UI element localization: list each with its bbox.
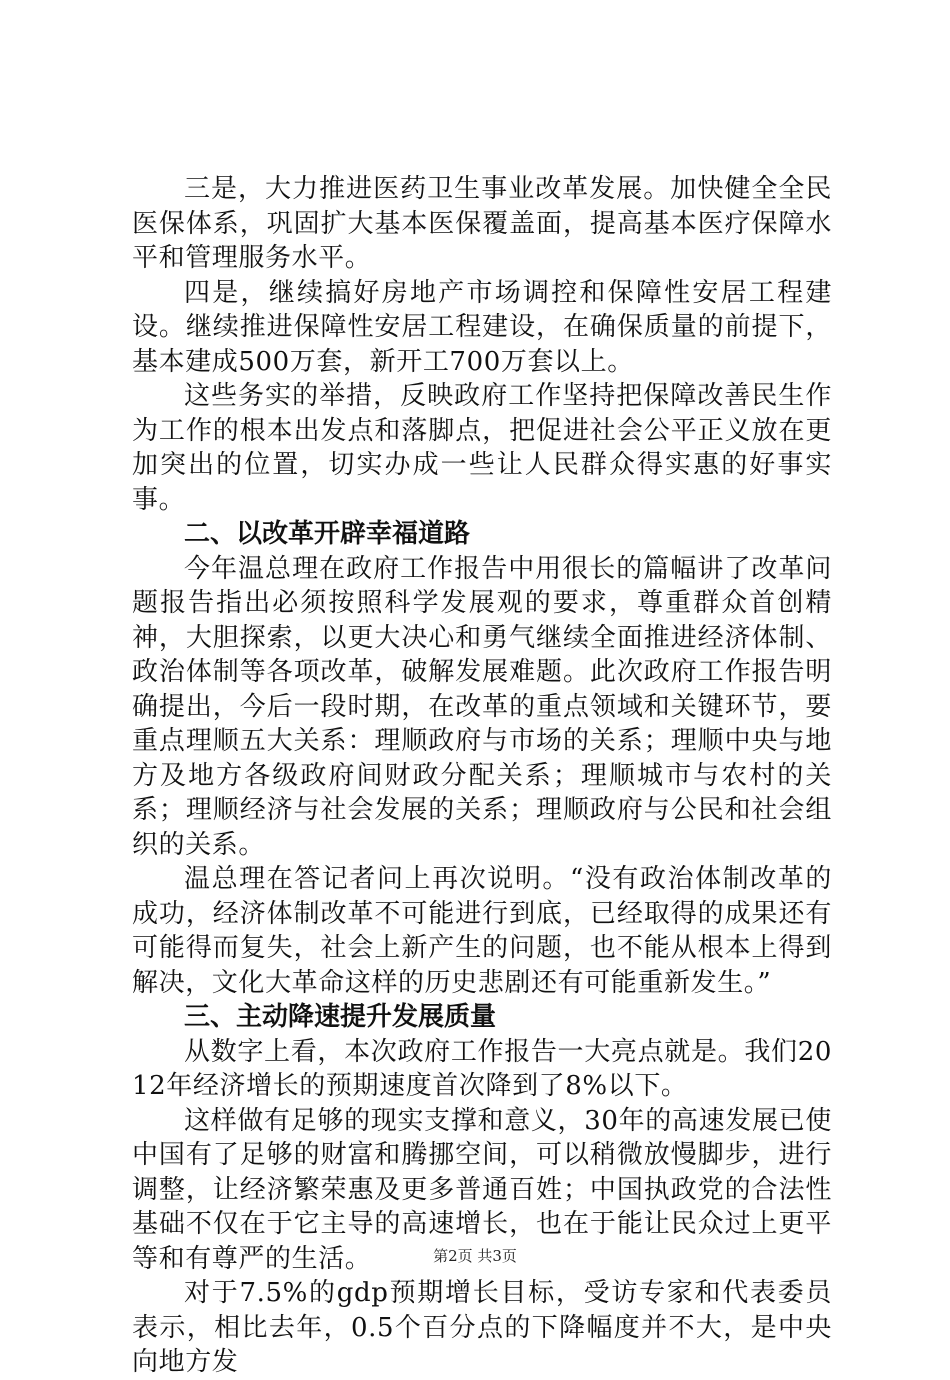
paragraph-gdp-target: 对于7.5%的gdp预期增长目标，受访专家和代表委员表示，相比去年，0.5个百分点的下降幅度并不大，是中央向地方发 — [132, 1278, 832, 1377]
paragraph-livelihood-summary: 这些务实的举措，反映政府工作坚持把保障改善民生作为工作的根本出发点和落脚点，把促进社会公平正义放在更加突出的位置，切实办成一些让人民群众得实惠的好事实事。 — [132, 381, 832, 515]
paragraph-growth-target: 从数字上看，本次政府工作报告一大亮点就是。我们2012年经济增长的预期速度首次降到了8%以下。 — [132, 1036, 832, 1101]
page-footer: 第2页 共3页 — [433, 1247, 517, 1265]
paragraph-reform-report: 今年温总理在政府工作报告中用很长的篇幅讲了改革问题报告指出必须按照科学发展观的要求，尊重群众首创精神，大胆探索，以更大决心和勇气继续全面推进经济体制、政治体制等各项改革，破解发展难题。此次政府工作报告明确提出，今后一段时期，在改革的重点领域和关键环节，要重点理顺五大关系：理顺政府与市场的关系；理顺中央与地方及地方各级政府间财政分配关系；理顺城市与农村的关系；理顺经济与社会发展的关系；理顺政府与公民和社会组织的关系。 — [132, 553, 832, 860]
paragraph-press-conference: 温总理在答记者问上再次说明。“没有政治体制改革的成功，经济体制改革不可能进行到底，已经取得的成果还有可能得而复失，社会上新产生的问题，也不能从根本上得到解决，文化大革命这样的历史悲剧还有可能重新发生。” — [132, 864, 832, 998]
paragraph-slowdown-meaning: 这样做有足够的现实支撑和意义，30年的高速发展已使中国有了足够的财富和腾挪空间，可以稍微放慢脚步，进行调整，让经济繁荣惠及更多普通百姓；中国执政党的合法性基础不仅在于它主导的高速增长，也在于能让民众过上更平等和有尊严的生活。 — [132, 1105, 832, 1274]
paragraph-medical-reform: 三是，大力推进医药卫生事业改革发展。加快健全全民医保体系，巩固扩大基本医保覆盖面，提高基本医疗保障水平和管理服务水平。 — [132, 174, 832, 273]
section-heading-reform: 二、以改革开辟幸福道路 — [184, 519, 471, 549]
section-heading-growth: 三、主动降速提升发展质量 — [184, 1002, 497, 1032]
document-body — [132, 172, 832, 1380]
paragraph-housing: 四是，继续搞好房地产市场调控和保障性安居工程建设。继续推进保障性安居工程建设，在确保质量的前提下，基本建成500万套，新开工700万套以上。 — [132, 277, 832, 377]
